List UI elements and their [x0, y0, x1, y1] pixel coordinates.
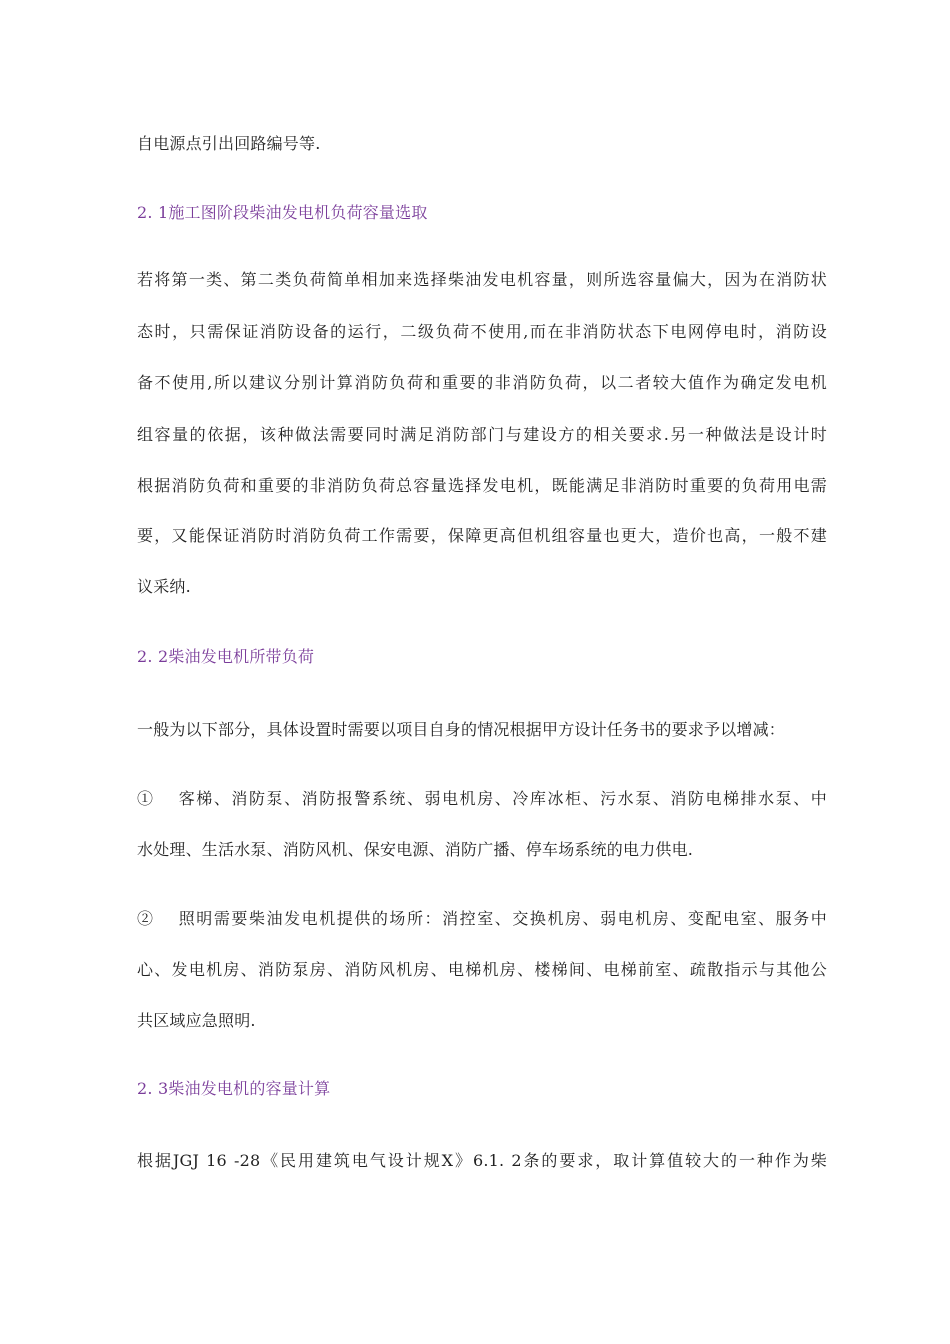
paragraph-line: 根据消防负荷和重要的非消防负荷总容量选择发电机，既能满足非消防时重要的负荷用电需: [137, 476, 827, 495]
paragraph-line: 备不使用,所以建议分别计算消防负荷和重要的非消防负荷，以二者较大值作为确定发电机: [137, 373, 827, 392]
paragraph-line: 根据JGJ 16 -28《民用建筑电气设计规X》6.1. 2条的要求，取计算值较大的一种作为柴: [137, 1151, 827, 1170]
paragraph-line: 一般为以下部分，具体设置时需要以项目自身的情况根据甲方设计任务书的要求予以增减：: [137, 720, 786, 739]
paragraph-line: 组容量的依据，该种做法需要同时满足消防部门与建设方的相关要求.另一种做法是设计时: [137, 425, 827, 444]
list-item-2-line: 心、发电机房、消防泵房、消防风机房、电梯机房、楼梯间、电梯前室、疏散指示与其他公: [137, 960, 827, 979]
paragraph-line: 态时，只需保证消防设备的运行，二级负荷不使用,而在非消防状态下电网停电时，消防设: [137, 322, 827, 341]
section-heading-2-1: 2. 1施工图阶段柴油发电机负荷容量选取: [137, 203, 428, 222]
section-heading-2-3: 2. 3柴油发电机的容量计算: [137, 1079, 331, 1098]
list-item-2-line: ② 照明需要柴油发电机提供的场所：消控室、交换机房、弱电机房、变配电室、服务中: [137, 909, 827, 928]
list-item-1-line: ① 客梯、消防泵、消防报警系统、弱电机房、冷库冰柜、污水泵、消防电梯排水泵、中: [137, 789, 827, 808]
paragraph-line: 自电源点引出回路编号等.: [137, 134, 321, 153]
section-heading-2-2: 2. 2柴油发电机所带负荷: [137, 647, 315, 666]
list-item-1-line: 水处理、生活水泵、消防风机、保安电源、消防广播、停车场系统的电力供电.: [137, 840, 694, 859]
paragraph-line: 若将第一类、第二类负荷简单相加来选择柴油发电机容量，则所选容量偏大，因为在消防状: [137, 270, 827, 289]
paragraph-line: 要，又能保证消防时消防负荷工作需要，保障更高但机组容量也更大，造价也高，一般不建: [137, 526, 827, 545]
list-item-2-line: 共区域应急照明.: [137, 1011, 256, 1030]
paragraph-line: 议采纳.: [137, 577, 191, 596]
